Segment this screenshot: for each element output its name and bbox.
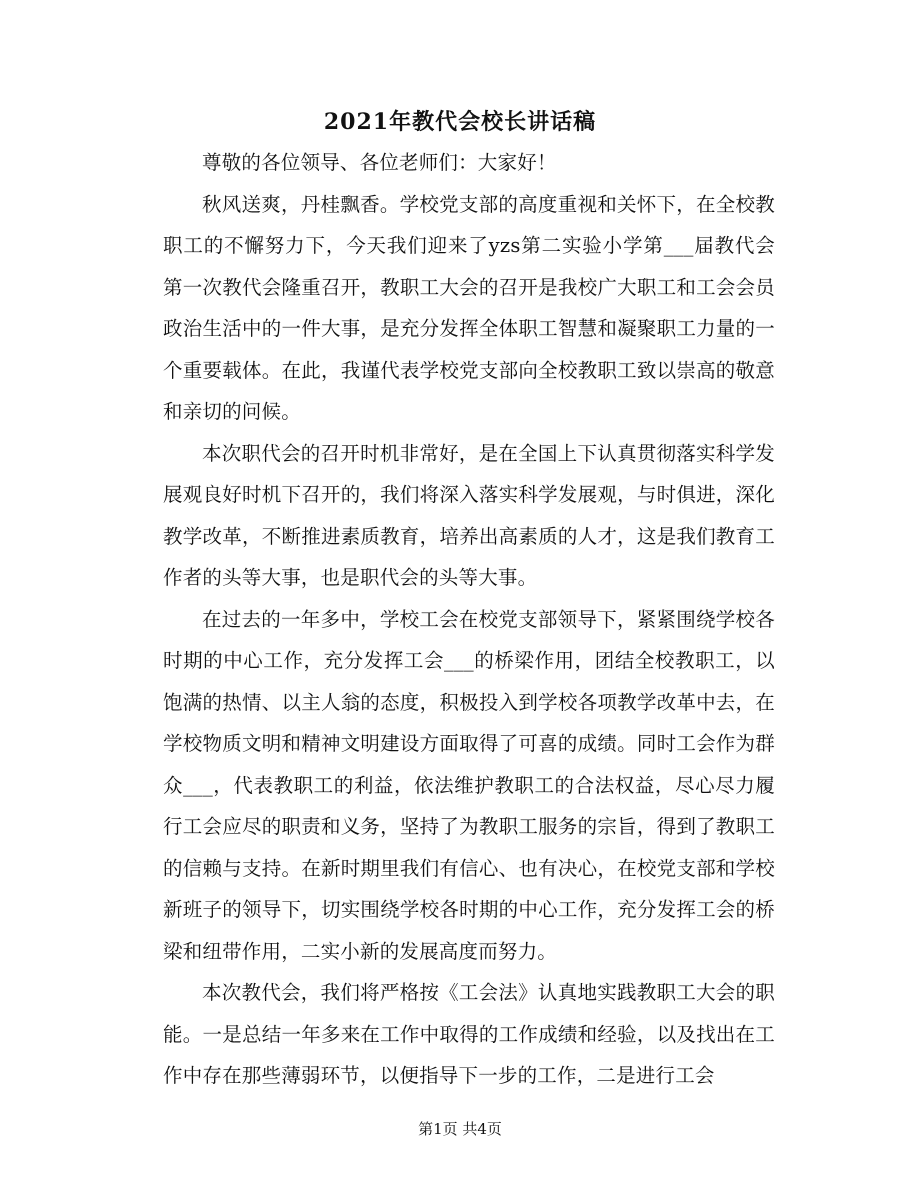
document-title: 2021年教代会校长讲话稿 [323, 109, 597, 135]
paragraph-greeting: 尊敬的各位领导、各位老师们：大家好！ [202, 151, 557, 174]
document-body [163, 142, 775, 1097]
paragraph-1: 秋风送爽，丹桂飘香。学校党支部的高度重视和关怀下，在全校教职工的不懈努力下，今天我们迎来了yzs第二实验小学第___届教代会第一次教代会隆重召开，教职工大会的召开是我校广大职工和工会会员政治生活中的一件大事，是充分发挥全体职工智慧和凝聚职工力量的一个重要载体。在此，我谨代表学校党支部向全校教职工致以崇高的敬意和亲切的问候。 [163, 192, 775, 423]
paragraph-4: 本次教代会，我们将严格按《工会法》认真地实践教职工大会的职能。一是总结一年多来在工作中取得的工作成绩和经验，以及找出在工作中存在那些薄弱环节，以便指导下一步的工作，二是进行工会 [163, 981, 775, 1087]
paragraph-3: 在过去的一年多中，学校工会在校党支部领导下，紧紧围绕学校各时期的中心工作，充分发挥工会___的桥梁作用，团结全校教职工，以饱满的热情、以主人翁的态度，积极投入到学校各项教学改革中去，在学校物质文明和精神文明建设方面取得了可喜的成绩。同时工会作为群众___，代表教职工的利益，依法维护教职工的合法权益，尽心尽力履行工会应尽的职责和义务，坚持了为教职工服务的宗旨，得到了教职工的信赖与支持。在新时期里我们有信心、也有决心，在校党支部和学校新班子的领导下，切实围绕学校各时期的中心工作，充分发挥工会的桥梁和纽带作用，二实小新的发展高度而努力。 [163, 607, 775, 963]
paragraph-2: 本次职代会的召开时机非常好，是在全国上下认真贯彻落实科学发展观良好时机下召开的，我们将深入落实科学发展观，与时俱进，深化教学改革，不断推进素质教育，培养出高素质的人才，这是我们教育工作者的头等大事，也是职代会的头等大事。 [163, 441, 775, 589]
page-number-footer: 第1页 共4页 [418, 1120, 502, 1138]
